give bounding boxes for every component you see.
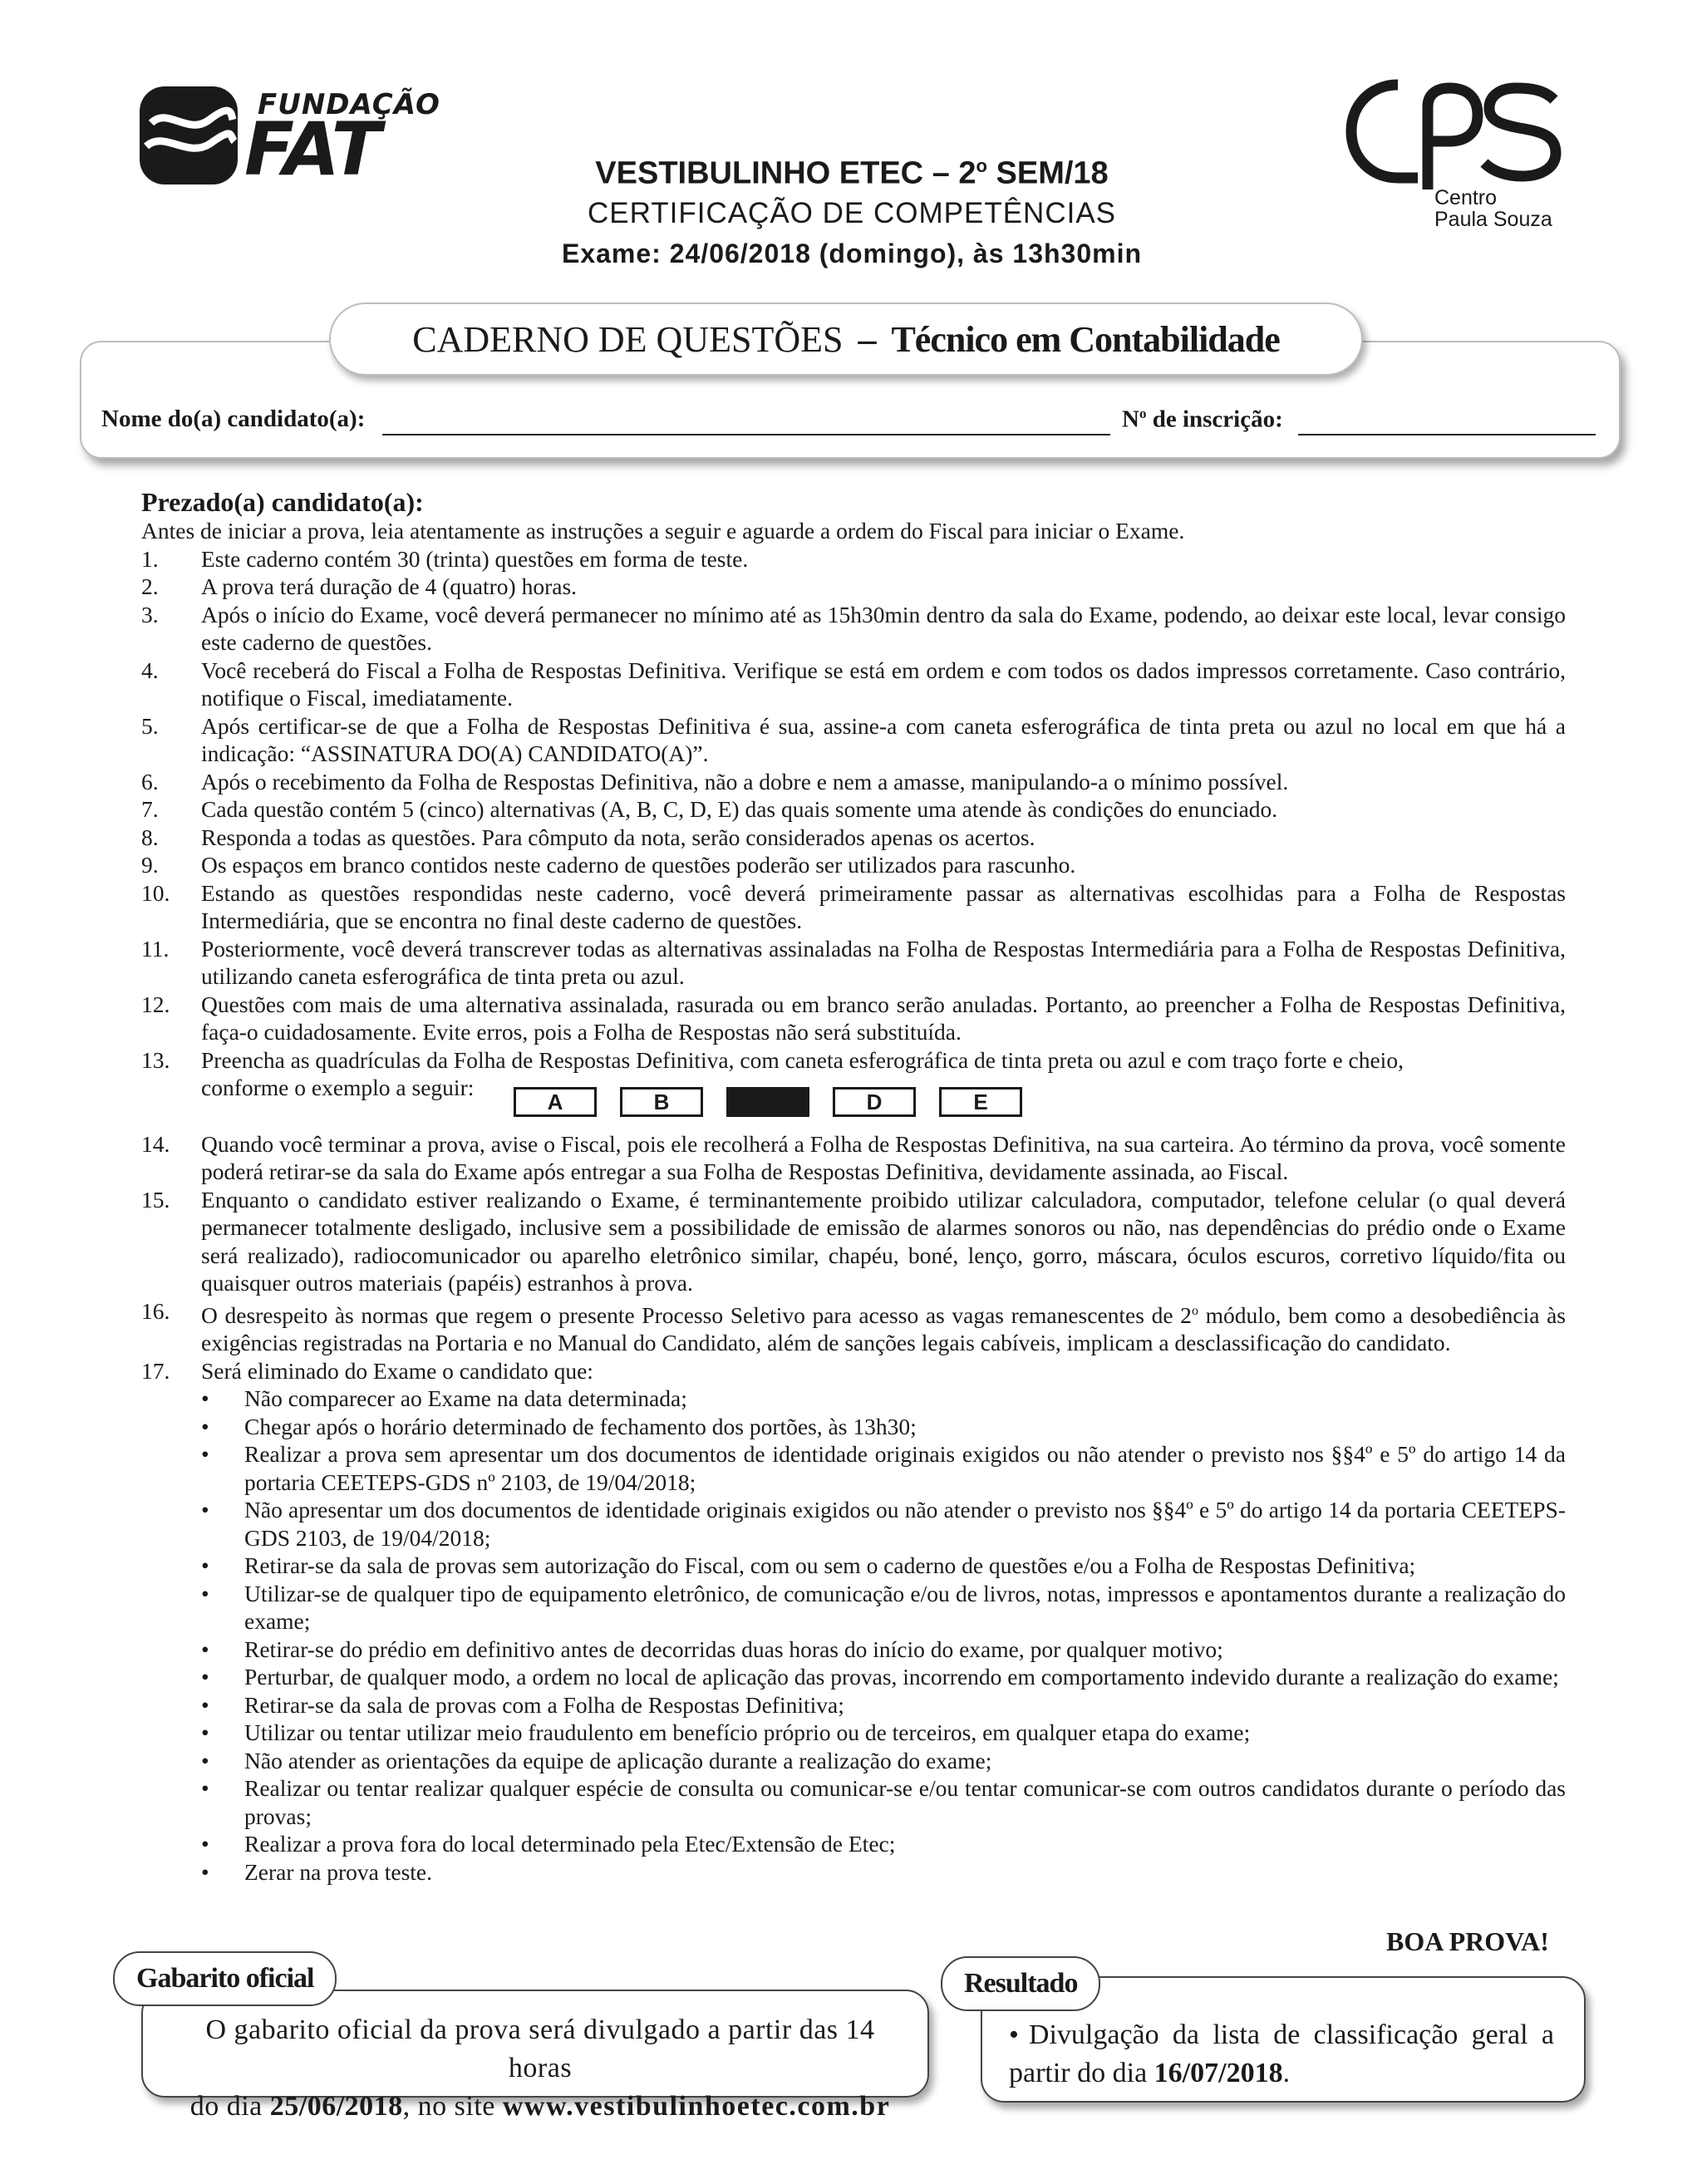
resultado-date: 16/07/2018	[1154, 2058, 1283, 2088]
bullet-dot: •	[201, 1719, 209, 1746]
registration-number-label	[1122, 406, 1283, 434]
example-box-d: D	[833, 1087, 916, 1117]
bullet-dot: •	[201, 1580, 209, 1606]
item-text: Preencha as quadrículas da Folha de Respostas Definitiva, com caneta esferográfica de tinta preta ou azul e com traço forte e cheio,	[201, 1046, 1404, 1073]
item-number: 17.	[141, 1357, 170, 1384]
item-number: 6.	[141, 768, 159, 794]
centro-paula-souza-logo	[1338, 73, 1579, 231]
item-number: 11.	[141, 935, 170, 962]
bullet-dot: •	[201, 1664, 209, 1690]
instruction-item	[141, 1186, 1566, 1297]
cps-monogram-icon	[1338, 73, 1579, 189]
bullet-text: Utilizar-se de qualquer tipo de equipamento eletrônico, de comunicação e/ou de livros, notas, impressos e apontamentos durante a realização do exame;	[244, 1580, 1566, 1635]
elimination-bullet	[141, 1413, 1566, 1441]
item-number: 3.	[141, 601, 159, 627]
exam-subtitle: CERTIFICAÇÃO DE COMPETÊNCIAS	[587, 196, 1117, 229]
item-number: 5.	[141, 712, 159, 739]
booklet-title	[329, 303, 1363, 376]
item-text: O desrespeito às normas que regem o presente Processo Seletivo para acesso as vagas remanescentes de 2	[201, 1301, 1192, 1328]
elimination-bullet	[141, 1858, 1566, 1886]
answer-example	[371, 1087, 1035, 1117]
resultado-title: Resultado	[941, 1956, 1100, 2011]
gabarito-mid: , no site	[402, 2091, 503, 2122]
bullet-text: Não comparecer ao Exame na data determinada;	[244, 1385, 687, 1412]
item-text: Após certificar-se de que a Folha de Respostas Definitiva é sua, assine-a com caneta esferográfica de tinta preta ou azul no local em que há a indicação: “ASSINATURA DO(A) CANDIDATO(A)”.	[201, 712, 1566, 766]
insc-label-sup: o	[1139, 406, 1147, 421]
booklet-dash: –	[858, 318, 877, 360]
gabarito-site-link[interactable]: www.vestibulinhoetec.com.br	[502, 2091, 891, 2122]
item-number: 2.	[141, 573, 159, 599]
elimination-bullet	[141, 1496, 1566, 1552]
item-text: Quando você terminar a prova, avise o Fiscal, pois ele recolherá a Folha de Respostas Definitiva, na sua carteira. Ao término da prova, você somente poderá retirar-se da sala do Exame após entregar a sua Folha de Respostas Definitiva, devidamente assinada, ao Fiscal.	[201, 1130, 1566, 1184]
instructions-intro: Antes de iniciar a prova, leia atentamente as instruções a seguir e aguarde a ordem do Fiscal para iniciar o Exame.	[141, 518, 1185, 544]
bullet-dot: •	[201, 1552, 209, 1579]
instruction-item	[141, 935, 1566, 991]
candidate-name-label: Nome do(a) candidato(a):	[101, 406, 366, 432]
bullet-dot: •	[201, 1747, 209, 1773]
fat-logo-name: FAT	[244, 106, 380, 192]
item-number: 7.	[141, 796, 159, 822]
bullet-dot: •	[201, 1831, 209, 1857]
item-text: Cada questão contém 5 (cinco) alternativas (A, B, C, D, E) das quais somente uma atende às condições do enunciado.	[201, 796, 1278, 822]
item-number: 10.	[141, 879, 170, 906]
bullet-dot: •	[201, 1497, 209, 1523]
gabarito-pre: do dia	[189, 2091, 270, 2122]
item-text: Você receberá do Fiscal a Folha de Respostas Definitiva. Verifique se está em ordem e com todos os dados impressos corretamente. Caso contrário, notifique o Fiscal, imediatamente.	[201, 657, 1566, 711]
candidate-name-field[interactable]	[382, 434, 1110, 435]
bullet-dot: •	[201, 1775, 209, 1802]
item-text: Enquanto o candidato estiver realizando o Exame, é terminantemente proibido utilizar calculadora, computador, telefone celular (o qual deverá permanecer totalmente desligado, inclusive sem a possibilidade de emissão de alarmes sonoros ou não, nas dependências do prédio onde o Exame será realizado), radiocomunicador ou aparelho eletrônico similar, chapéu, boné, lenço, gorro, máscara, óculos escuros, corretivo líquido/fita ou quaisquer outros materiais (papéis) estranhos à prova.	[201, 1186, 1566, 1296]
instruction-item	[141, 1297, 1566, 1357]
item-text-cont: conforme o exemplo a seguir:	[201, 1075, 475, 1100]
fat-emblem-icon	[140, 86, 238, 184]
instruction-item	[141, 573, 1566, 601]
item-text: Os espaços em branco contidos neste caderno de questões poderão ser utilizados para rascunho.	[201, 852, 1076, 878]
bullet-text: Realizar a prova sem apresentar um dos documentos de identidade originais exigidos ou não atender o previsto nos §§4º e 5º do artigo 14 da portaria CEETEPS-GDS nº 2103, de 19/04/2018;	[244, 1441, 1566, 1495]
good-luck-text: BOA PROVA!	[1386, 1926, 1549, 1956]
bullet-text: Zerar na prova teste.	[244, 1858, 432, 1885]
elimination-bullet	[141, 1691, 1566, 1719]
instruction-item	[141, 1130, 1566, 1186]
item-sup: o	[1191, 1303, 1198, 1318]
item-number: 15.	[141, 1186, 170, 1213]
fundacao-fat-logo	[140, 83, 455, 191]
item-text: Posteriormente, você deverá transcrever todas as alternativas assinaladas na Folha de Respostas Intermediária para a Folha de Respostas Definitiva, utilizando caneta esferográfica de tinta preta ou azul.	[201, 935, 1566, 989]
gabarito-line1: O gabarito oficial da prova será divulgado a partir das 14 horas	[205, 2014, 875, 2083]
elimination-bullet	[141, 1440, 1566, 1496]
bullet-dot: •	[201, 1413, 209, 1439]
elimination-bullet	[141, 1719, 1566, 1747]
resultado-end: .	[1282, 2058, 1291, 2088]
instruction-item	[141, 795, 1566, 824]
bullet-dot: •	[201, 1385, 209, 1412]
item-number: 16.	[141, 1297, 170, 1324]
cps-logo-line1: Centro	[1434, 186, 1498, 209]
gabarito-date: 25/06/2018	[269, 2091, 403, 2122]
instruction-item	[141, 768, 1566, 796]
instruction-item	[141, 991, 1566, 1046]
booklet-label: CADERNO DE QUESTÕES	[412, 318, 844, 360]
instructions-section	[141, 487, 1566, 1886]
item-number: 8.	[141, 824, 159, 850]
item-text: Responda a todas as questões. Para cômputo da nota, serão considerados apenas os acertos.	[201, 824, 1035, 850]
item-number: 12.	[141, 991, 170, 1017]
example-box-e: E	[939, 1087, 1022, 1117]
instruction-item	[141, 1357, 1566, 1385]
bullet-text: Realizar ou tentar realizar qualquer espécie de consulta ou comunicar-se e/ou tentar comunicar-se com outros candidatos durante o período das provas;	[244, 1775, 1566, 1829]
item-text: A prova terá duração de 4 (quatro) horas.	[201, 573, 578, 599]
item-text: Após o recebimento da Folha de Respostas Definitiva, não a dobre e nem a amasse, manipulando-a o mínimo possível.	[201, 768, 1289, 794]
bullet-dot: •	[201, 1636, 209, 1662]
greeting: Prezado(a) candidato(a):	[141, 487, 424, 517]
fat-logo-fundacao: FUNDAÇÃO	[258, 88, 440, 121]
elimination-bullet	[141, 1663, 1566, 1691]
cps-logo-line2: Paula Souza	[1434, 208, 1552, 231]
instruction-item	[141, 824, 1566, 852]
bullet-dot: •	[201, 1691, 209, 1718]
exam-title	[465, 146, 1238, 194]
bullet-text: Realizar a prova fora do local determinado pela Etec/Extensão de Etec;	[244, 1831, 896, 1857]
exam-title-end: SEM/18	[986, 155, 1109, 191]
item-text: Este caderno contém 30 (trinta) questões em forma de teste.	[201, 545, 749, 572]
item-text: Questões com mais de uma alternativa assinalada, rasurada ou em branco serão anuladas. Portanto, ao preencher a Folha de Respostas Definitiva, faça-o cuidadosamente. Evite erros, pois a Folha de Respostas não será substituída.	[201, 991, 1566, 1045]
instruction-item	[141, 601, 1566, 657]
insc-label-a: N	[1122, 406, 1139, 433]
item-number: 9.	[141, 852, 159, 878]
elimination-bullet	[141, 1830, 1566, 1858]
bullet-text: Perturbar, de qualquer modo, a ordem no local de aplicação das provas, incorrendo em comportamento indevido durante a realização do exame;	[244, 1664, 1559, 1690]
bullet-text: Retirar-se do prédio em definitivo antes de decorridas duas horas do início do exame, por qualquer motivo;	[244, 1636, 1223, 1662]
bullet-text: Utilizar ou tentar utilizar meio fraudulento em benefício próprio ou de terceiros, em qualquer etapa do exame;	[244, 1719, 1251, 1746]
item-text: Após o início do Exame, você deverá permanecer no mínimo até as 15h30min dentro da sala do Exame, podendo, ao deixar este local, levar consigo este caderno de questões.	[201, 601, 1566, 655]
item-number: 14.	[141, 1130, 170, 1157]
instruction-item	[141, 545, 1566, 573]
booklet-course: Técnico em Contabilidade	[891, 318, 1280, 360]
example-box-c-filled	[726, 1087, 809, 1117]
bullet-dot: •	[201, 1858, 209, 1885]
elimination-bullet	[141, 1636, 1566, 1664]
elimination-bullet	[141, 1747, 1566, 1775]
bullet-dot: •	[1009, 2019, 1019, 2050]
resultado-pre: Divulgação da lista de classificação geral a partir do dia	[1009, 2019, 1554, 2088]
bullet-text: Chegar após o horário determinado de fechamento dos portões, às 13h30;	[244, 1413, 917, 1439]
elimination-bullet	[141, 1774, 1566, 1830]
instruction-item	[141, 879, 1566, 935]
exam-date: Exame: 24/06/2018 (domingo), às 13h30min	[561, 238, 1143, 268]
gabarito-title: Gabarito oficial	[113, 1951, 337, 2006]
elimination-bullet	[141, 1552, 1566, 1580]
elimination-bullet	[141, 1580, 1566, 1636]
item-number: 13.	[141, 1046, 170, 1073]
example-box-a: A	[514, 1087, 597, 1117]
bullet-text: Não atender as orientações da equipe de aplicação durante a realização do exame;	[244, 1747, 992, 1773]
exam-header	[465, 146, 1238, 273]
example-box-b: B	[620, 1087, 703, 1117]
resultado-text	[1009, 2016, 1554, 2093]
exam-title-main: VESTIBULINHO ETEC – 2	[595, 155, 976, 191]
insc-label-b: de inscrição:	[1146, 406, 1283, 433]
bullet-dot: •	[201, 1441, 209, 1468]
exam-title-sup: o	[976, 155, 987, 176]
item-number: 4.	[141, 657, 159, 683]
item-text: Estando as questões respondidas neste caderno, você deverá primeiramente passar as alternativas escolhidas para a Folha de Respostas Intermediária, que se encontra no final deste caderno de questões.	[201, 879, 1566, 933]
bullet-text: Não apresentar um dos documentos de identidade originais exigidos ou não atender o previsto nos §§4º e 5º do artigo 14 da portaria CEETEPS-GDS 2103, de 19/04/2018;	[244, 1497, 1566, 1551]
bullet-text: Retirar-se da sala de provas com a Folha de Respostas Definitiva;	[244, 1691, 844, 1718]
elimination-bullet	[141, 1385, 1566, 1413]
gabarito-line2	[175, 2088, 906, 2126]
item-text-cont: módulo, bem como a desobediência às exigências registradas na Portaria e no Manual do Candidato, além de sanções legais cabíveis, implicam a desclassificação do candidato.	[201, 1301, 1566, 1356]
bullet-text: Retirar-se da sala de provas sem autorização do Fiscal, com ou sem o caderno de questões e/ou a Folha de Respostas Definitiva;	[244, 1552, 1416, 1579]
item-number: 1.	[141, 545, 159, 572]
gabarito-text	[175, 2011, 906, 2126]
item-text: Será eliminado do Exame o candidato que:	[201, 1357, 593, 1384]
instruction-item	[141, 712, 1566, 768]
registration-number-field[interactable]	[1298, 434, 1596, 435]
instruction-item	[141, 657, 1566, 712]
instruction-item	[141, 851, 1566, 879]
